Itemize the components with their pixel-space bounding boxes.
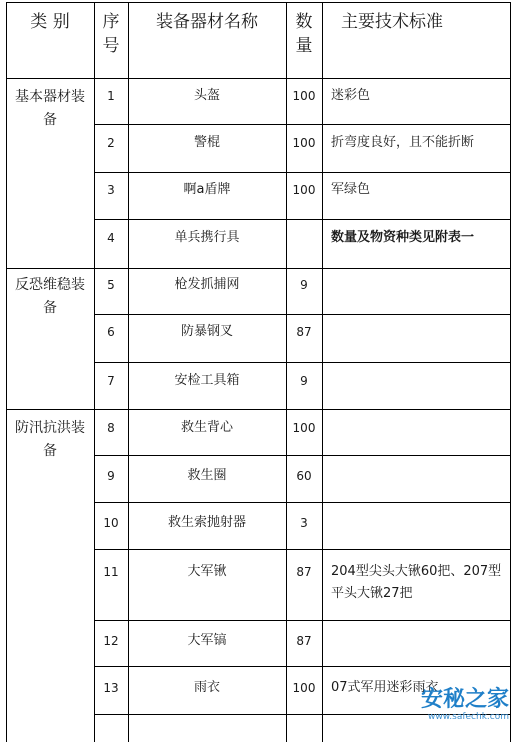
cell-number: 13 <box>103 681 119 695</box>
row-divider <box>6 78 511 79</box>
table-border-right <box>510 2 511 742</box>
cell-spec: 07式军用迷彩雨衣 <box>331 680 439 695</box>
watermark-url: www.safechk.com <box>428 712 509 722</box>
cell-number: 5 <box>107 278 115 292</box>
column-divider <box>322 2 323 742</box>
header-technical-standard: 主要技术标准 <box>341 12 443 32</box>
cell-quantity: 100 <box>292 421 316 435</box>
row-divider <box>94 172 511 173</box>
header-quantity: 数量 <box>295 12 313 56</box>
row-divider <box>6 409 511 410</box>
cell-quantity: 3 <box>300 516 308 530</box>
row-divider <box>94 219 511 220</box>
row-divider <box>94 502 511 503</box>
cell-name: 雨衣 <box>193 680 220 695</box>
row-divider <box>94 314 511 315</box>
cell-number: 9 <box>107 469 115 483</box>
cell-name: 枪发抓捕网 <box>174 277 240 292</box>
cell-number: 10 <box>103 516 119 530</box>
header-equipment-name: 装备器材名称 <box>156 12 258 32</box>
watermark-logo-text: 安秘之家 <box>420 687 509 712</box>
row-divider <box>6 268 511 269</box>
cell-name: 安检工具箱 <box>174 373 240 388</box>
cell-number: 8 <box>107 421 115 435</box>
cell-quantity: 60 <box>296 469 312 483</box>
cell-spec: 204型尖头大锹60把、207型 <box>331 564 502 579</box>
cell-name: 头盔 <box>193 88 220 103</box>
header-number: 序号 <box>102 12 120 56</box>
table-border-top <box>6 2 511 3</box>
row-divider <box>94 124 511 125</box>
row-divider <box>94 620 511 621</box>
cell-name: 救生圈 <box>187 468 227 483</box>
cell-quantity: 100 <box>292 89 316 103</box>
cell-name: 啊a盾牌 <box>183 182 231 197</box>
cell-quantity: 100 <box>292 136 316 150</box>
cell-number: 3 <box>107 183 115 197</box>
category-label: 基本器材装备 <box>15 89 85 128</box>
cell-spec-continued: 平头大锹27把 <box>331 586 413 601</box>
category-label: 防汛抗洪装备 <box>15 420 85 459</box>
cell-name: 大军锹 <box>187 564 227 579</box>
site-watermark <box>421 688 509 722</box>
cell-quantity: 87 <box>296 565 312 579</box>
cell-name: 警棍 <box>193 135 220 150</box>
cell-number: 2 <box>107 136 115 150</box>
cell-spec: 迷彩色 <box>331 88 371 103</box>
cell-spec: 折弯度良好，且不能折断 <box>331 135 475 150</box>
category-label: 反恐维稳装备 <box>15 277 85 316</box>
equipment-table <box>6 2 511 742</box>
cell-spec: 军绿色 <box>331 182 371 197</box>
cell-quantity: 87 <box>296 634 312 648</box>
cell-quantity: 9 <box>300 374 308 388</box>
header-category: 类 别 <box>30 12 70 32</box>
table-border-left <box>6 2 7 742</box>
cell-number: 1 <box>107 89 115 103</box>
cell-number: 12 <box>103 634 119 648</box>
cell-name: 救生背心 <box>180 420 233 435</box>
cell-quantity: 87 <box>296 325 312 339</box>
cell-number: 6 <box>107 325 115 339</box>
row-divider <box>94 362 511 363</box>
cell-name: 单兵携行具 <box>174 230 240 245</box>
cell-name: 大军镐 <box>187 633 227 648</box>
cell-name: 救生索抛射器 <box>167 515 246 530</box>
row-divider <box>94 666 511 667</box>
cell-quantity: 100 <box>292 183 316 197</box>
row-divider <box>94 455 511 456</box>
cell-quantity: 9 <box>300 278 308 292</box>
cell-number: 7 <box>107 374 115 388</box>
row-divider <box>94 549 511 550</box>
cell-spec: 数量及物资种类见附表一 <box>331 230 475 245</box>
cell-number: 4 <box>107 231 115 245</box>
cell-quantity: 100 <box>292 681 316 695</box>
cell-name: 防暴钢叉 <box>180 324 233 339</box>
cell-number: 11 <box>103 565 119 579</box>
